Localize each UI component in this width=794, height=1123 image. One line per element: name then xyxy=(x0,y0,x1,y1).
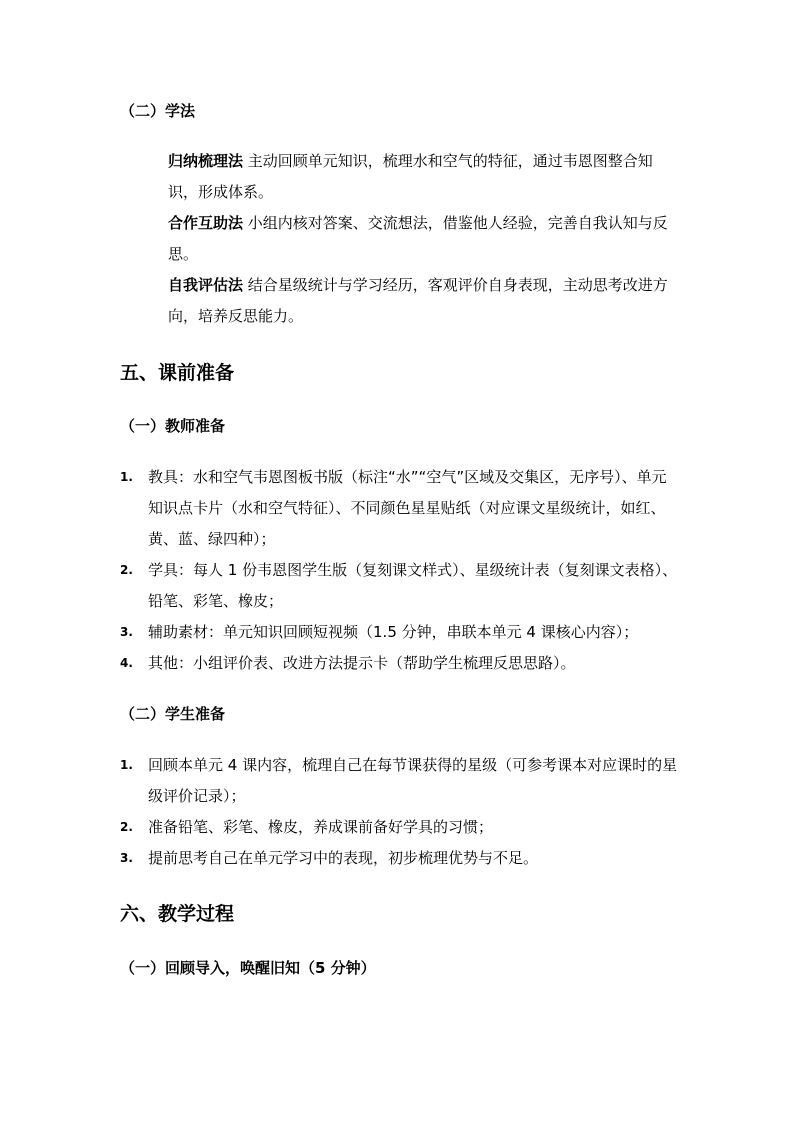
list-number: 1. xyxy=(120,470,133,484)
method-paragraph xyxy=(168,270,678,332)
list-number: 3. xyxy=(120,625,133,639)
list-number: 4. xyxy=(120,656,133,670)
list-text: 其他：小组评价表、改进方法提示卡（帮助学生梳理反思思路）。 xyxy=(148,654,576,672)
section-heading-process: 六、教学过程 xyxy=(120,903,235,925)
method-text: 小组内核对答案、交流想法，借鉴他人经验，完善自我认知与反思。 xyxy=(168,214,668,263)
list-text: 学具：每人 1 份韦恩图学生版（复刻课文样式）、星级统计表（复刻课文表格）、铅笔、彩笔、橡皮； xyxy=(148,561,678,610)
list-text: 准备铅笔、彩笔、橡皮，养成课前备好学具的习惯； xyxy=(148,818,494,836)
teacher-prep-list xyxy=(120,462,680,679)
list-item xyxy=(120,750,680,812)
study-method-heading: （二）学法 xyxy=(120,102,196,120)
method-term: 自我评估法 xyxy=(168,276,244,294)
list-text: 回顾本单元 4 课内容，梳理自己在每节课获得的星级（可参考课本对应课时的星级评价记录）； xyxy=(148,756,678,805)
list-number: 1. xyxy=(120,758,133,772)
list-number: 3. xyxy=(120,851,133,865)
list-text: 教具：水和空气韦恩图板书版（标注“水”“空气”区域及交集区，无序号）、单元知识点卡片（水和空气特征）、不同颜色星星贴纸（对应课文星级统计，如红、黄、蓝、绿四种）； xyxy=(148,468,667,548)
method-text: 结合星级统计与学习经历，客观评价自身表现，主动思考改进方向，培养反思能力。 xyxy=(168,276,668,325)
process-sub-heading: （一）回顾导入，唤醒旧知（5 分钟） xyxy=(120,959,376,977)
teacher-prep-heading: （一）教师准备 xyxy=(120,417,226,435)
student-prep-heading: （二）学生准备 xyxy=(120,705,226,723)
list-item xyxy=(120,843,680,874)
student-prep-list xyxy=(120,750,680,874)
method-term: 合作互助法 xyxy=(168,214,244,232)
method-paragraph xyxy=(168,208,678,270)
list-item xyxy=(120,462,680,555)
list-number: 2. xyxy=(120,820,133,834)
method-term: 归纳梳理法 xyxy=(168,152,244,170)
list-item xyxy=(120,617,680,648)
method-paragraph xyxy=(168,146,678,208)
method-text: 主动回顾单元知识，梳理水和空气的特征，通过韦恩图整合知识，形成体系。 xyxy=(168,152,653,201)
list-number: 2. xyxy=(120,563,133,577)
list-item xyxy=(120,812,680,843)
list-text: 提前思考自己在单元学习中的表现，初步梳理优势与不足。 xyxy=(148,849,539,867)
section-heading-prep: 五、课前准备 xyxy=(120,362,235,384)
list-item xyxy=(120,648,680,679)
list-text: 辅助素材：单元知识回顾短视频（1.5 分钟，串联本单元 4 课核心内容）； xyxy=(148,623,639,641)
list-item xyxy=(120,555,680,617)
